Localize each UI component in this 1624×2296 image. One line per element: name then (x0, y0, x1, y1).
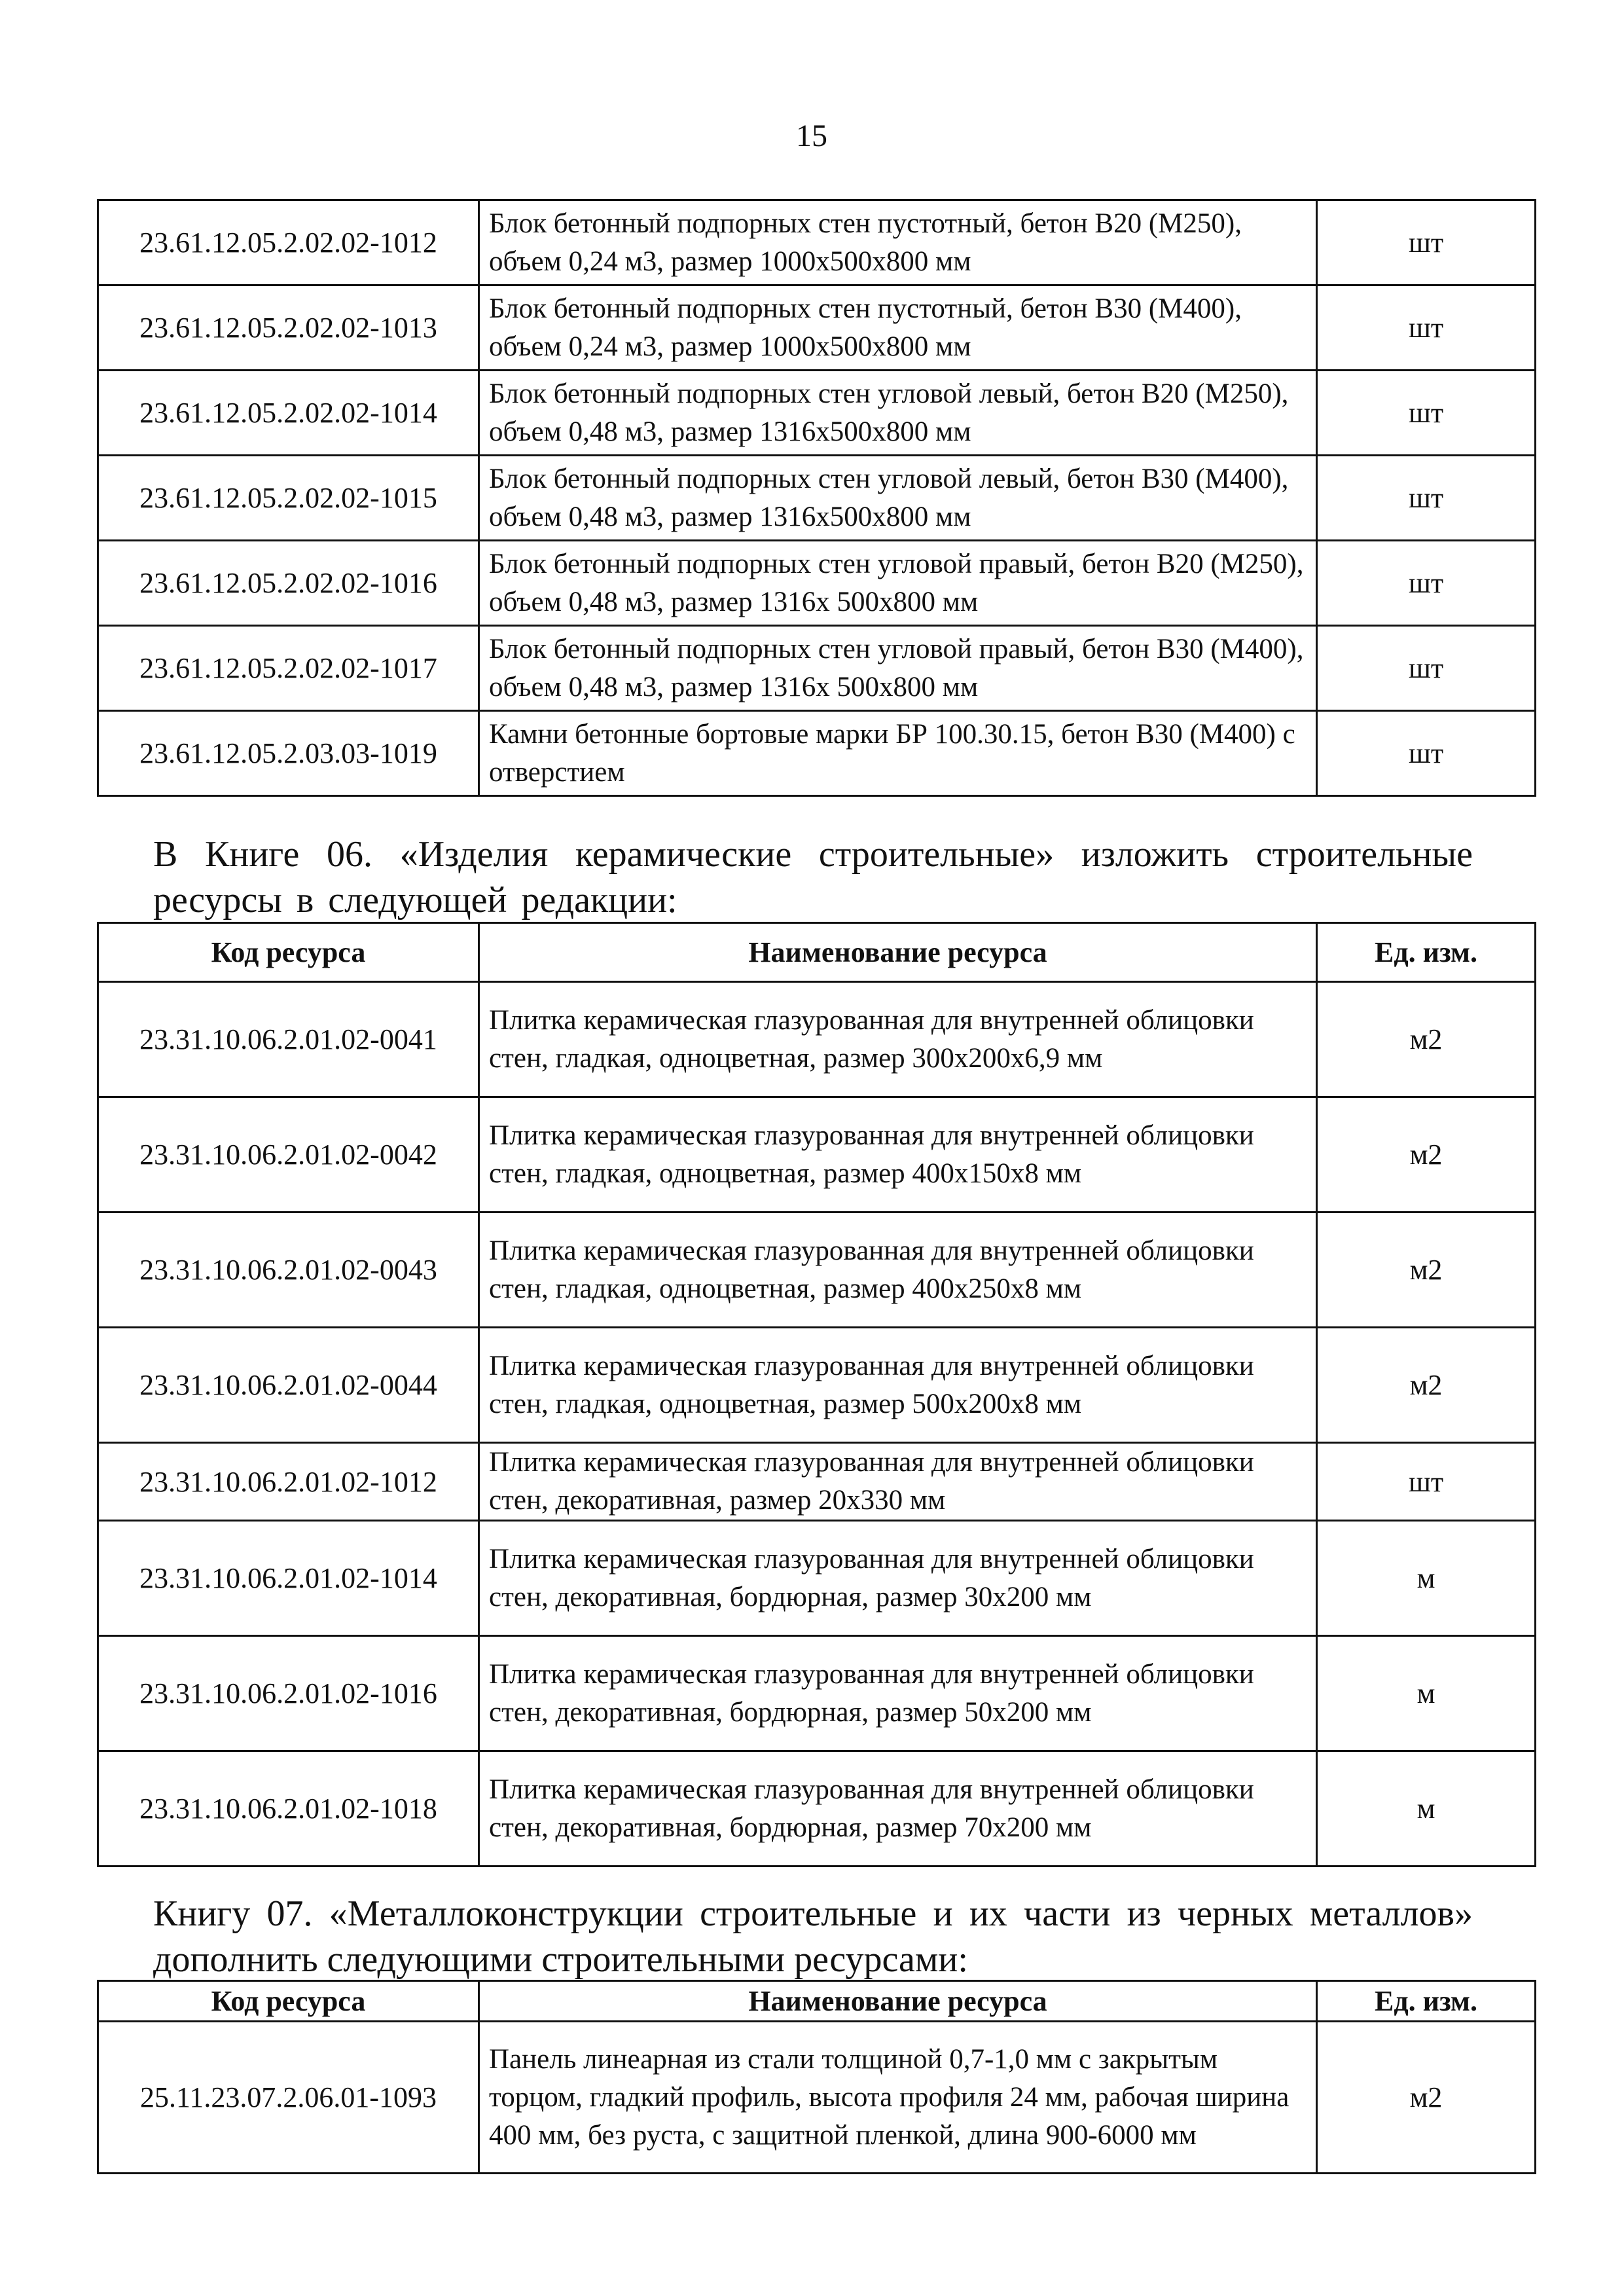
header-code: Код ресурса (98, 1981, 479, 2022)
resource-unit: м (1317, 1751, 1536, 1867)
table-header-row (98, 923, 1536, 982)
resource-code: 23.31.10.06.2.01.02-0041 (98, 982, 479, 1097)
table-row (98, 711, 1536, 796)
resource-name: Блок бетонный подпорных стен угловой левый, бетон В30 (М400), объем 0,48 м3, размер 1316х500х800 мм (479, 456, 1317, 541)
resource-name: Блок бетонный подпорных стен угловой правый, бетон В20 (М250), объем 0,48 м3, размер 1316х 500х800 мм (479, 541, 1317, 626)
resource-name: Плитка керамическая глазурованная для внутренней облицовки стен, декоративная, бордюрная, размер 50х200 мм (479, 1636, 1317, 1751)
resource-name: Плитка керамическая глазурованная для внутренней облицовки стен, декоративная, бордюрная, размер 70х200 мм (479, 1751, 1317, 1867)
resource-code: 23.61.12.05.2.02.02-1014 (98, 371, 479, 456)
header-name: Наименование ресурса (479, 923, 1317, 982)
resources-table-concrete-blocks (97, 199, 1536, 797)
table-row (98, 541, 1536, 626)
resource-name: Панель линеарная из стали толщиной 0,7-1,0 мм с закрытым торцом, гладкий профиль, высота профиля 24 мм, рабочая ширина 400 мм, без руста, с защитной пленкой, длина 900-6000 мм (479, 2022, 1317, 2174)
resource-code: 23.31.10.06.2.01.02-1012 (98, 1443, 479, 1521)
resource-unit: шт (1317, 541, 1536, 626)
resource-name: Плитка керамическая глазурованная для внутренней облицовки стен, декоративная, бордюрная, размер 30х200 мм (479, 1521, 1317, 1636)
header-name: Наименование ресурса (479, 1981, 1317, 2022)
table-row (98, 2022, 1536, 2174)
table-row (98, 1097, 1536, 1212)
resource-code: 23.31.10.06.2.01.02-1018 (98, 1751, 479, 1867)
resource-unit: шт (1317, 285, 1536, 371)
resource-unit: м2 (1317, 1328, 1536, 1443)
resource-code: 23.61.12.05.2.02.02-1012 (98, 200, 479, 285)
table-row (98, 1328, 1536, 1443)
resource-unit: шт (1317, 626, 1536, 711)
resource-unit: м2 (1317, 982, 1536, 1097)
resource-unit: м2 (1317, 1212, 1536, 1328)
resource-code: 23.31.10.06.2.01.02-0044 (98, 1328, 479, 1443)
resource-name: Плитка керамическая глазурованная для внутренней облицовки стен, гладкая, одноцветная, размер 400х150х8 мм (479, 1097, 1317, 1212)
resource-name: Блок бетонный подпорных стен угловой левый, бетон В20 (М250), объем 0,48 м3, размер 1316х500х800 мм (479, 371, 1317, 456)
header-unit: Ед. изм. (1317, 1981, 1536, 2022)
table-row (98, 626, 1536, 711)
header-code: Код ресурса (98, 923, 479, 982)
instruction-paragraph-book-07: Книгу 07. «Металлоконструкции строительные и их части из черных металлов» дополнить следующими строительными ресурсами: (153, 1893, 1473, 1980)
resource-code: 23.61.12.05.2.03.03-1019 (98, 711, 479, 796)
resource-unit: шт (1317, 1443, 1536, 1521)
resource-code: 23.31.10.06.2.01.02-1014 (98, 1521, 479, 1636)
resource-unit: шт (1317, 200, 1536, 285)
resource-code: 25.11.23.07.2.06.01-1093 (98, 2022, 479, 2174)
resource-name: Плитка керамическая глазурованная для внутренней облицовки стен, гладкая, одноцветная, размер 500х200х8 мм (479, 1328, 1317, 1443)
table-row (98, 1751, 1536, 1867)
resource-name: Плитка керамическая глазурованная для внутренней облицовки стен, декоративная, размер 20х330 мм (479, 1443, 1317, 1521)
instruction-paragraph-book-06: В Книге 06. «Изделия керамические строительные» изложить строительные ресурсы в следующей редакции: (153, 834, 1473, 920)
resource-code: 23.61.12.05.2.02.02-1017 (98, 626, 479, 711)
resource-unit: шт (1317, 456, 1536, 541)
resource-code: 23.61.12.05.2.02.02-1016 (98, 541, 479, 626)
resource-name: Плитка керамическая глазурованная для внутренней облицовки стен, гладкая, одноцветная, размер 400х250х8 мм (479, 1212, 1317, 1328)
resources-table-metal-structures (97, 1980, 1536, 2174)
resource-unit: м2 (1317, 1097, 1536, 1212)
resource-code: 23.31.10.06.2.01.02-0043 (98, 1212, 479, 1328)
table-row (98, 1521, 1536, 1636)
resource-code: 23.31.10.06.2.01.02-1016 (98, 1636, 479, 1751)
resource-code: 23.61.12.05.2.02.02-1015 (98, 456, 479, 541)
resource-unit: м (1317, 1636, 1536, 1751)
table-row (98, 1443, 1536, 1521)
resource-name: Блок бетонный подпорных стен угловой правый, бетон В30 (М400), объем 0,48 м3, размер 1316х 500х800 мм (479, 626, 1317, 711)
table-row (98, 1212, 1536, 1328)
resource-unit: м (1317, 1521, 1536, 1636)
resource-code: 23.61.12.05.2.02.02-1013 (98, 285, 479, 371)
page-number: 15 (796, 118, 827, 153)
table-header-row (98, 1981, 1536, 2022)
resource-name: Камни бетонные бортовые марки БР 100.30.15, бетон В30 (М400) с отверстием (479, 711, 1317, 796)
resource-unit: м2 (1317, 2022, 1536, 2174)
table-row (98, 285, 1536, 371)
resource-code: 23.31.10.06.2.01.02-0042 (98, 1097, 479, 1212)
resource-name: Блок бетонный подпорных стен пустотный, бетон В30 (М400), объем 0,24 м3, размер 1000х500х800 мм (479, 285, 1317, 371)
table-row (98, 982, 1536, 1097)
table-row (98, 456, 1536, 541)
header-unit: Ед. изм. (1317, 923, 1536, 982)
resource-name: Блок бетонный подпорных стен пустотный, бетон В20 (М250), объем 0,24 м3, размер 1000х500х800 мм (479, 200, 1317, 285)
resources-table-ceramic-tiles (97, 922, 1536, 1867)
resource-unit: шт (1317, 711, 1536, 796)
resource-unit: шт (1317, 371, 1536, 456)
table-row (98, 371, 1536, 456)
table-row (98, 200, 1536, 285)
resource-name: Плитка керамическая глазурованная для внутренней облицовки стен, гладкая, одноцветная, размер 300х200х6,9 мм (479, 982, 1317, 1097)
table-row (98, 1636, 1536, 1751)
